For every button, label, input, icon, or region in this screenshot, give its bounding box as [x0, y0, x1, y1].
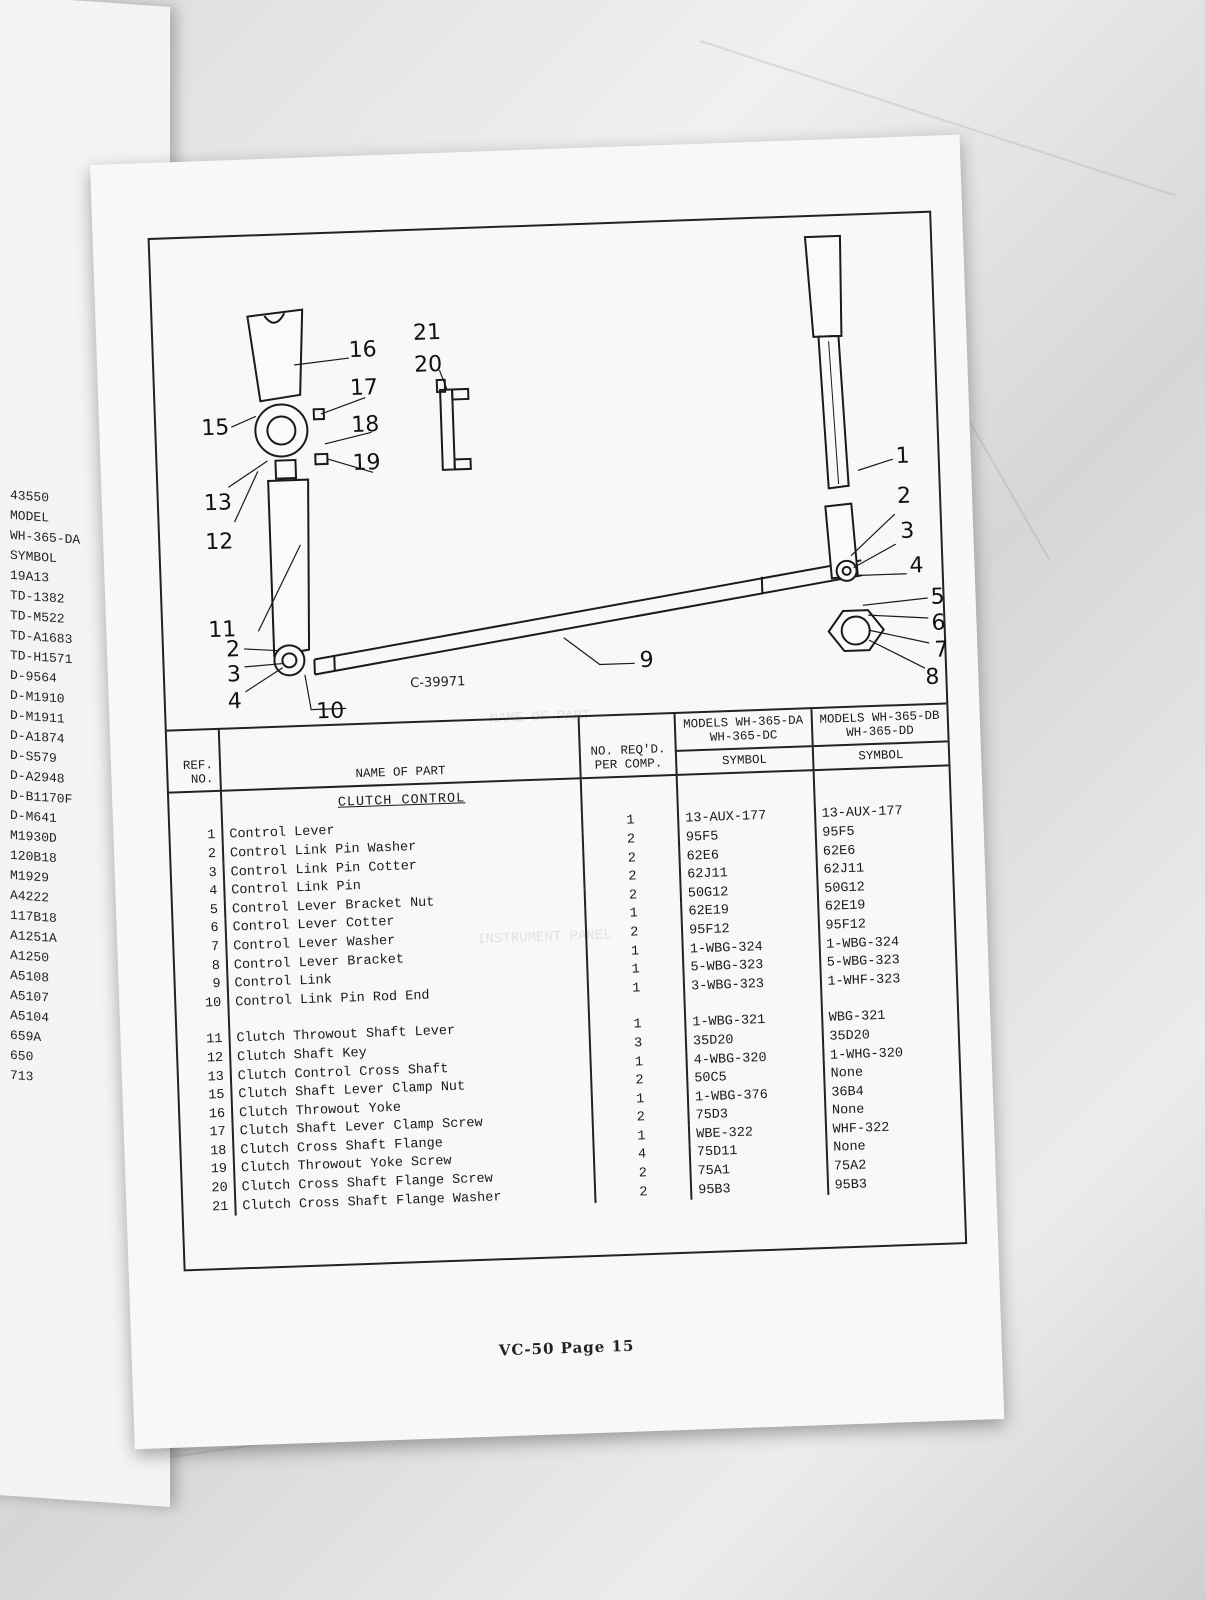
qty-required: 2 — [595, 1163, 691, 1185]
header-ref-no: REF. NO. — [167, 730, 221, 793]
part-name: Control Link — [227, 962, 588, 993]
part-name: Control Lever Bracket Nut — [225, 888, 586, 919]
facing-page-line: TD-1382 — [10, 587, 65, 607]
part-name: Clutch Cross Shaft Flange — [233, 1129, 594, 1160]
symbol-da-dc: 1-WBG-324 — [683, 936, 820, 959]
callout-9: 9 — [639, 647, 655, 674]
ref-no: 8 — [175, 956, 228, 976]
symbol-da-dc: 75D3 — [688, 1102, 825, 1125]
symbol-da-dc: 62E6 — [679, 843, 816, 866]
facing-page-line: A5107 — [10, 987, 50, 1006]
callout-13: 13 — [203, 490, 233, 517]
symbol-db-dd: 62E6 — [822, 843, 856, 860]
exploded-view-drawing — [150, 213, 947, 732]
part-name: Clutch Cross Shaft Flange Washer — [235, 1185, 596, 1216]
symbol-db-dd: 75A2 — [833, 1158, 867, 1175]
symbol-da-dc: 95F5 — [679, 824, 816, 847]
symbol-da-dc: 75A1 — [690, 1158, 827, 1181]
ref-no: 17 — [181, 1123, 234, 1143]
qty-required: 2 — [591, 1070, 687, 1092]
ref-no: 21 — [183, 1197, 236, 1217]
part-name: Control Lever Cotter — [225, 907, 586, 938]
symbol-db-dd: None — [833, 1140, 866, 1157]
facing-page-line: TD-A1683 — [10, 627, 73, 648]
symbol-da-dc: 3-WBG-323 — [684, 973, 821, 996]
qty-required: 2 — [586, 922, 682, 944]
part-name: Control Link Pin Cotter — [223, 851, 584, 882]
facing-page-line: A1250 — [10, 947, 50, 966]
header-symbol-2: SYMBOL — [812, 741, 948, 770]
qty-required: 2 — [595, 1182, 691, 1204]
callout-2: 2 — [896, 483, 912, 510]
callout-5: 5 — [930, 584, 946, 610]
facing-page-line: 713 — [10, 1067, 34, 1085]
symbol-da-dc: 95B3 — [691, 1177, 828, 1200]
part-name: Control Lever Bracket — [227, 944, 588, 975]
qty-required: 2 — [585, 885, 681, 907]
header-models-db-dd: MODELS WH-365-DB WH-365-DD — [811, 704, 948, 746]
facing-page-line: MODEL — [10, 507, 50, 526]
qty-required: 2 — [583, 829, 679, 851]
facing-page-line: 19A13 — [10, 567, 50, 586]
callout-4: 4 — [909, 553, 924, 579]
facing-page-line: SYMBOL — [10, 547, 57, 567]
drawing-code: C-39971 — [410, 674, 466, 692]
part-name: Control Link Pin — [224, 870, 585, 901]
ref-no: 11 — [177, 1030, 230, 1050]
symbol-da-dc: 50G12 — [681, 880, 818, 903]
symbol-da-dc: 50C5 — [687, 1065, 824, 1088]
qty-required: 1 — [593, 1126, 689, 1148]
symbol-db-dd: None — [831, 1102, 865, 1119]
ref-no: 3 — [171, 864, 224, 884]
facing-page-line: A5108 — [10, 967, 50, 986]
qty-required: 3 — [590, 1033, 686, 1055]
part-name: Control Lever Washer — [226, 925, 587, 956]
section-title: CLUTCH CONTROL — [221, 778, 582, 826]
callout-20: 20 — [413, 351, 443, 378]
callout-3-left: 3 — [226, 662, 242, 688]
header-models-da-dc: MODELS WH-365-DA WH-365-DC — [675, 709, 813, 751]
symbol-db-dd: 5-WBG-323 — [826, 953, 900, 971]
header-name-of-part: NAME OF PART — [219, 717, 581, 791]
symbol-da-dc: 5-WBG-323 — [683, 954, 820, 977]
ref-no: 9 — [175, 975, 228, 995]
callout-11: 11 — [207, 617, 237, 644]
symbol-db-dd: 1-WBG-324 — [825, 934, 900, 953]
part-name: Clutch Control Cross Shaft — [230, 1055, 591, 1086]
symbol-da-dc: 1-WBG-376 — [688, 1084, 825, 1107]
ref-no: 5 — [173, 901, 226, 921]
ref-no: 12 — [178, 1049, 231, 1069]
facing-page-line: D-A1874 — [10, 727, 65, 747]
callout-15: 15 — [200, 415, 230, 442]
qty-required: 1 — [586, 903, 682, 925]
symbol-db-dd: 13-AUX-177 — [821, 804, 903, 823]
facing-page-line: 650 — [10, 1047, 34, 1065]
symbol-da-dc: 4-WBG-320 — [686, 1047, 823, 1070]
ref-no: 13 — [179, 1067, 232, 1087]
facing-page-line: 43550 — [10, 487, 50, 506]
ref-no: 6 — [173, 919, 226, 939]
ref-no: 20 — [183, 1179, 236, 1199]
callout-12: 12 — [204, 529, 234, 556]
parts-table — [167, 704, 964, 1217]
catalog-page — [90, 135, 1004, 1450]
ref-no: 19 — [182, 1160, 235, 1180]
header-symbol-1: SYMBOL — [676, 746, 813, 775]
part-name: Clutch Shaft Key — [230, 1036, 591, 1067]
symbol-db-dd: 36B4 — [831, 1084, 865, 1101]
qty-required: 2 — [584, 848, 680, 870]
part-name: Clutch Shaft Lever Clamp Screw — [232, 1111, 593, 1142]
qty-required: 4 — [594, 1144, 690, 1166]
symbol-da-dc: 62E19 — [681, 899, 818, 922]
callout-6: 6 — [931, 610, 946, 636]
symbol-db-dd: 1-WHG-320 — [829, 1045, 904, 1064]
facing-page-line: M1929 — [10, 867, 50, 886]
clutch-control-illustration — [150, 213, 947, 730]
ref-no: 7 — [174, 938, 227, 958]
ref-no: 1 — [170, 826, 223, 846]
symbol-da-dc: 62J11 — [680, 861, 817, 884]
facing-page-line: A5104 — [10, 1007, 50, 1026]
ref-no: 2 — [171, 845, 224, 865]
part-name: Control Lever — [222, 814, 583, 845]
qty-required: 1 — [588, 978, 684, 1000]
qty-required: 1 — [587, 941, 683, 963]
part-name: Clutch Throwout Yoke — [232, 1092, 593, 1123]
facing-page-line: 659A — [10, 1027, 42, 1045]
facing-page-line: D-A2948 — [10, 767, 65, 787]
symbol-db-dd: 95F5 — [822, 824, 855, 841]
part-name: Control Link Pin Rod End — [228, 981, 589, 1012]
callout-4-left: 4 — [227, 689, 243, 715]
symbol-db-dd: 35D20 — [829, 1028, 871, 1045]
symbol-da-dc: 75D11 — [690, 1140, 827, 1163]
page-footer: VC-50 Page 15 — [498, 1336, 635, 1360]
symbol-db-dd: WBG-321 — [828, 1009, 886, 1027]
facing-page-line: A1251A — [10, 927, 57, 947]
qty-required: 1 — [588, 959, 684, 981]
callout-19: 19 — [352, 450, 381, 477]
facing-page-line: D-M1910 — [10, 687, 65, 707]
facing-page-line: D-M641 — [10, 807, 57, 827]
callout-18: 18 — [350, 412, 380, 439]
callout-17: 17 — [349, 375, 379, 402]
symbol-db-dd: 95B3 — [834, 1177, 868, 1194]
symbol-da-dc: 35D20 — [686, 1028, 823, 1051]
symbol-db-dd: WHF-322 — [832, 1120, 890, 1138]
qty-required: 1 — [591, 1051, 687, 1073]
ref-no: 4 — [172, 882, 225, 902]
ref-no: 16 — [180, 1105, 233, 1125]
part-name: Clutch Throwout Shaft Lever — [229, 1018, 590, 1049]
qty-required: 1 — [592, 1089, 688, 1111]
callout-8: 8 — [924, 664, 940, 691]
facing-page-line: TD-H1571 — [10, 647, 73, 668]
facing-page-line: WH-365-DA — [10, 527, 81, 548]
callout-16: 16 — [348, 337, 378, 364]
qty-required: 2 — [593, 1107, 689, 1129]
show-through-text: INSTRUMENT PANEL — [477, 927, 612, 948]
part-name: Clutch Cross Shaft Flange Screw — [234, 1166, 595, 1197]
header-req-per-comp: NO. REQ'D. PER COMP. — [579, 714, 677, 778]
facing-page-line: D-B1170F — [10, 787, 73, 808]
callout-21: 21 — [412, 319, 442, 346]
part-name: Clutch Shaft Lever Clamp Nut — [231, 1073, 592, 1104]
symbol-da-dc: 95F12 — [682, 917, 819, 940]
part-name: Clutch Throwout Yoke Screw — [234, 1148, 595, 1179]
facing-page-line: A4222 — [10, 887, 50, 906]
callout-3: 3 — [899, 518, 915, 544]
qty-required: 1 — [582, 810, 678, 832]
symbol-db-dd: 50G12 — [823, 880, 866, 897]
callout-1: 1 — [895, 443, 911, 470]
show-through-text: NAME OF PART — [489, 707, 591, 728]
qty-required: 1 — [589, 1014, 685, 1036]
ref-no: 10 — [176, 994, 229, 1014]
ref-no: 15 — [179, 1086, 232, 1106]
callout-10: 10 — [315, 698, 345, 725]
callout-7: 7 — [934, 637, 949, 663]
facing-page-line: D-9564 — [10, 667, 57, 687]
facing-page-line: D-S579 — [10, 747, 57, 767]
facing-page-text — [10, 486, 80, 1091]
symbol-db-dd: None — [830, 1065, 864, 1082]
facing-page-line: D-M1911 — [10, 707, 65, 727]
part-name: Control Link Pin Washer — [223, 832, 584, 863]
symbol-db-dd: 62E19 — [824, 898, 866, 916]
callout-2-left: 2 — [225, 637, 241, 663]
qty-required: 2 — [584, 866, 680, 888]
symbol-db-dd: 62J11 — [823, 861, 865, 878]
symbol-da-dc: WBE-322 — [689, 1121, 826, 1144]
facing-page-line: 120B18 — [10, 847, 57, 867]
symbol-da-dc: 1-WBG-321 — [685, 1010, 822, 1033]
facing-page-line: 117B18 — [10, 907, 57, 927]
parts-frame — [148, 211, 968, 1272]
symbol-db-dd: 1-WHF-323 — [827, 971, 901, 990]
ref-no: 18 — [181, 1142, 234, 1162]
symbol-da-dc: 13-AUX-177 — [678, 806, 815, 829]
facing-page-line: M1930D — [10, 827, 57, 847]
symbol-db-dd: 95F12 — [825, 917, 867, 934]
facing-page-line: TD-M522 — [10, 607, 65, 627]
